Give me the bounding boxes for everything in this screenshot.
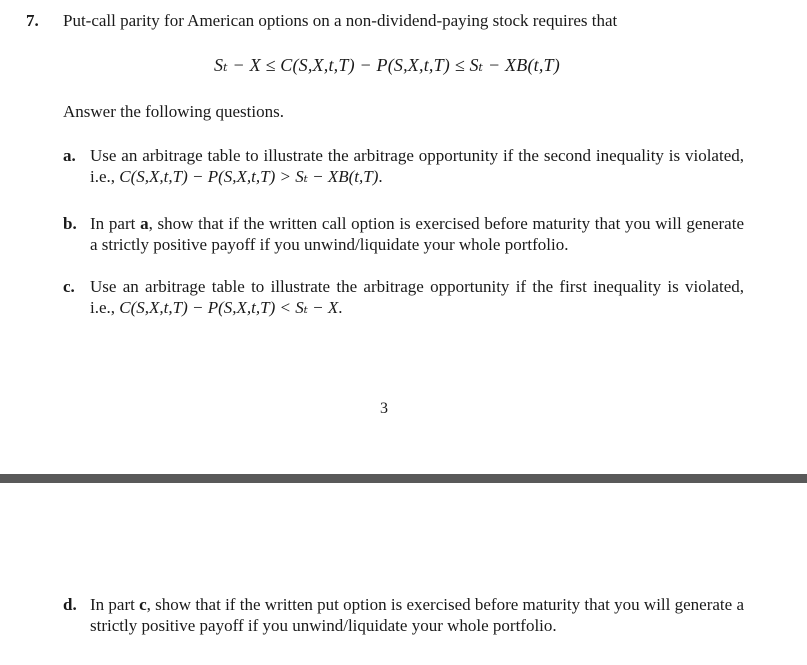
part-d-label: d. [63,595,77,614]
put-call-parity-formula: Sₜ − X ≤ C(S,X,t,T) − P(S,X,t,T) ≤ Sₜ − XB(t,T) [214,55,560,75]
answer-intro: Answer the following questions. [63,102,284,121]
question-stem: Put-call parity for American options on a non-dividend-paying stock requires that [63,11,618,30]
part-b-ref: a [140,214,149,233]
part-c-end: . [338,298,343,317]
page-bottom [0,483,807,665]
part-a-text: Use an arbitrage table to illustrate the arbitrage opportunity if the second inequality is violated, i.e., [90,146,744,186]
part-b-text-post: , show that if the written call option is exercised before maturity that you will generate a strictly positive payoff if you unwind/liquidate your whole portfolio. [90,214,744,254]
page-number: 3 [380,400,388,417]
part-a-body [90,145,744,187]
part-a-label: a. [63,146,76,165]
part-b-label: b. [63,214,77,233]
part-b-text-pre: In part [90,214,136,233]
part-b-body [90,213,744,255]
part-c-text: Use an arbitrage table to illustrate the arbitrage opportunity if the first inequality is violated, i.e., [90,277,744,317]
part-a [63,145,744,187]
part-a-math: C(S,X,t,T) − P(S,X,t,T) > Sₜ − XB(t,T) [119,167,379,186]
part-d-ref: c [139,595,147,614]
part-a-end: . [378,167,383,186]
part-d-text-pre: In part [90,595,135,614]
part-d-body [90,594,744,636]
question-number: 7. [26,11,39,30]
part-c-math: C(S,X,t,T) − P(S,X,t,T) < Sₜ − X [119,298,339,317]
part-c-body [90,276,744,318]
part-c-label: c. [63,277,75,296]
part-d [63,594,744,636]
part-d-text-post: , show that if the written put option is exercised before maturity that you will generate a strictly positive payoff if you unwind/liquidate your whole portfolio. [90,595,745,635]
part-c [63,276,744,318]
page-divider [0,474,807,483]
part-b [63,213,744,255]
